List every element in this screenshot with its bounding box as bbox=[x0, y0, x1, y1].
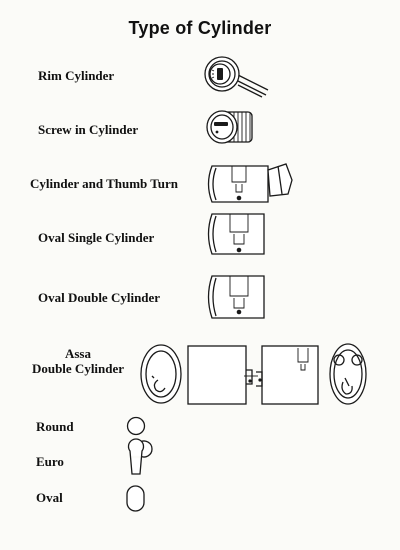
oval-double-cylinder-icon bbox=[209, 276, 265, 318]
label-euro: Euro bbox=[36, 454, 64, 469]
rim-cylinder-icon bbox=[205, 57, 268, 97]
label-oval-single-cylinder: Oval Single Cylinder bbox=[38, 230, 155, 245]
label-screw-in-cylinder: Screw in Cylinder bbox=[38, 122, 139, 137]
oval-profile-icon bbox=[127, 486, 144, 511]
cylinder-thumb-turn-icon bbox=[209, 164, 293, 202]
screw-in-cylinder-icon bbox=[207, 111, 252, 143]
euro-profile-icon bbox=[129, 439, 152, 474]
label-assa-line1: Assa bbox=[64, 346, 91, 361]
label-round: Round bbox=[36, 419, 74, 434]
label-assa-line2: Double Cylinder bbox=[31, 361, 125, 376]
oval-single-cylinder-icon bbox=[209, 214, 265, 254]
assa-double-cylinder-icons bbox=[141, 344, 366, 404]
label-oval: Oval bbox=[36, 490, 63, 505]
label-oval-double-cylinder: Oval Double Cylinder bbox=[38, 290, 161, 305]
round-profile-icon bbox=[128, 418, 145, 435]
label-rim-cylinder: Rim Cylinder bbox=[38, 68, 115, 83]
page-title: Type of Cylinder bbox=[128, 18, 272, 38]
label-cylinder-thumb-turn: Cylinder and Thumb Turn bbox=[30, 176, 179, 191]
